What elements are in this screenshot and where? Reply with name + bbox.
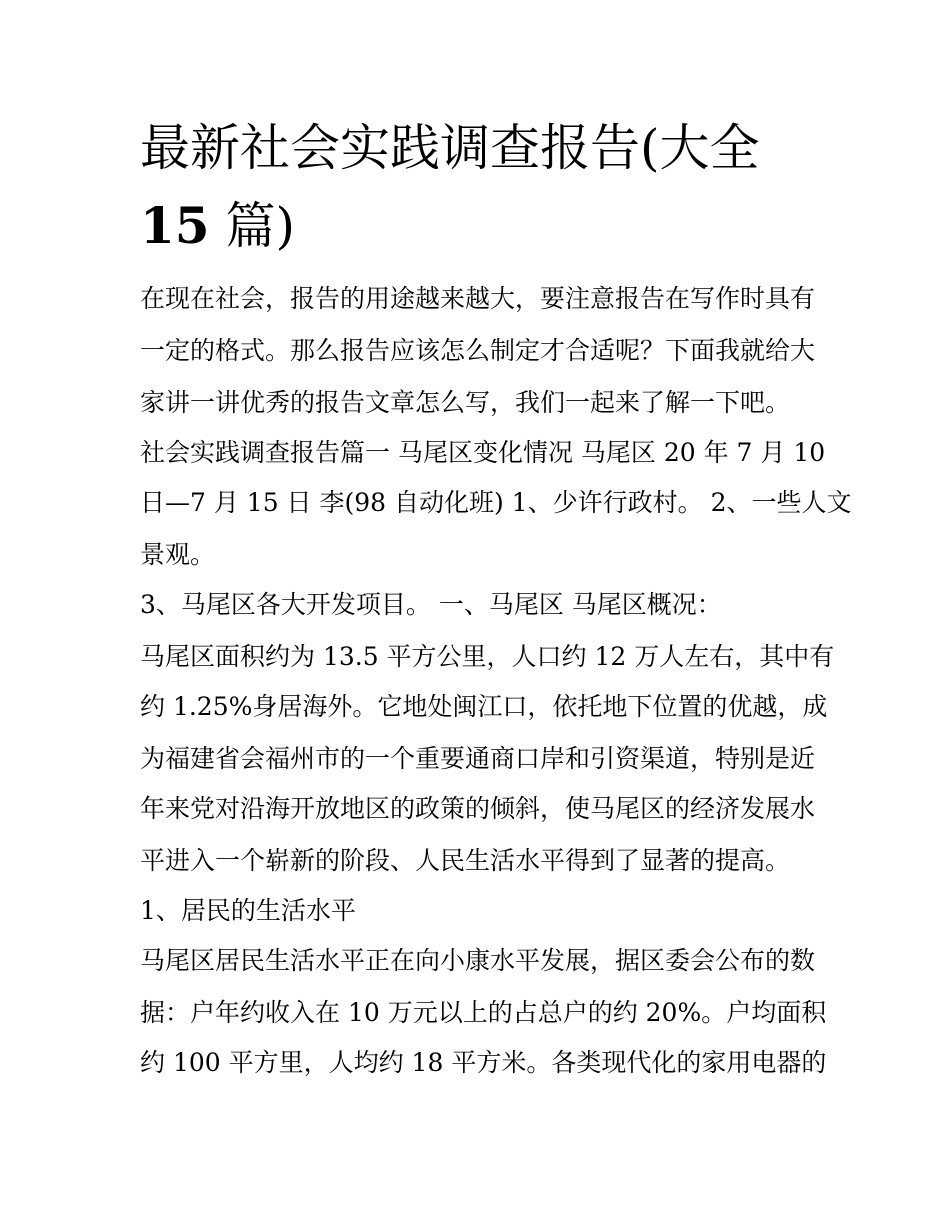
body-line-11: 年来党对沿海开放地区的政策的倾斜，使马尾区的经济发展水 [140,794,816,823]
document-title-count: 15 [140,196,210,255]
body-line-9: 约 1.25%身居海外。它地处闽江口，依托地下位置的优越，成 [140,692,828,721]
body-line-15: 据：户年约收入在 10 万元以上的占总户的约 20%。户均面积 [140,998,827,1027]
document-title-suffix: 篇) [209,197,295,255]
body-line-12: 平进入一个崭新的阶段、人民生活水平得到了显著的提高。 [140,846,791,875]
body-line-13: 1、居民的生活水平 [140,896,356,925]
document-title-line-1: 最新社会实践调查报告(大全 [140,119,760,177]
body-line-7: 3、马尾区各大开发项目。 一、马尾区 马尾区概况： [140,590,722,619]
document-title-line-2 [140,196,295,256]
body-line-10: 为福建省会福州市的一个重要通商口岸和引资渠道，特别是近 [140,744,816,773]
body-line-1: 在现在社会，报告的用途越来越大，要注意报告在写作时具有 [140,284,816,313]
body-line-4: 社会实践调查报告篇一 马尾区变化情况 马尾区 20 年 7 月 10 [140,438,826,467]
body-line-3: 家讲一讲优秀的报告文章怎么写，我们一起来了解一下吧。 [140,388,791,417]
body-line-6: 景观。 [140,540,216,569]
body-line-5: 日—7 月 15 日 李(98 自动化班) 1、少许行政村。 2、一些人文 [140,488,852,517]
body-line-8: 马尾区面积约为 13.5 平方公里，人口约 12 万人左右，其中有 [140,642,835,671]
body-line-16: 约 100 平方里，人均约 18 平方米。各类现代化的家用电器的 [140,1048,827,1077]
body-line-14: 马尾区居民生活水平正在向小康水平发展，据区委会公布的数 [140,946,816,975]
body-line-2: 一定的格式。那么报告应该怎么制定才合适呢？下面我就给大 [140,336,816,365]
